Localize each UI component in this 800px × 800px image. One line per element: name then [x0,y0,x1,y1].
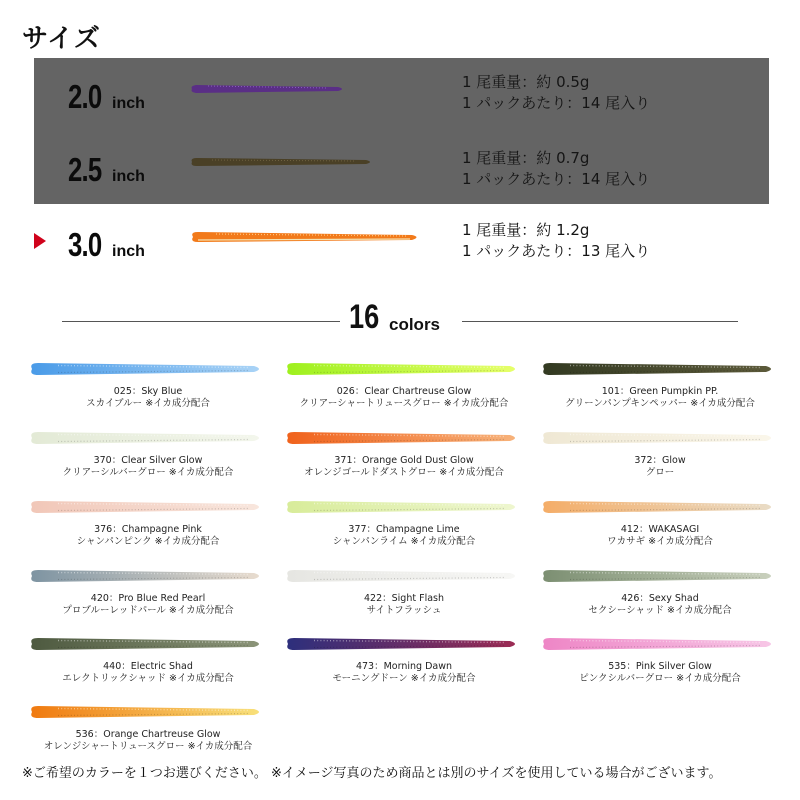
color-swatch [28,427,268,497]
color-swatch [284,427,524,497]
worm-image [284,633,524,655]
worm-image [28,427,268,449]
color-name-kana: ピンクシルバーグロー ※イカ成分配合 [579,673,741,684]
pack-count-text: 1 パックあたり：13 尾入り [462,242,651,260]
size-spec [462,148,650,190]
worm-image [284,358,524,380]
worm-image [284,496,524,518]
size-unit: inch [112,243,145,260]
color-swatch [284,565,524,635]
color-code: 026：Clear Chartreuse Glow [336,386,472,397]
color-swatch [284,496,524,566]
color-code: 535：Pink Silver Glow [608,661,712,672]
worm-image [28,633,268,655]
color-name-kana: オレンジゴールドダストグロー ※イカ成分配合 [304,467,504,478]
color-name-kana: エレクトリックシャッド ※イカ成分配合 [62,673,234,684]
color-code: 422：Sight Flash [364,593,444,604]
worm-image [540,427,780,449]
color-code: 377：Champagne Lime [348,524,460,535]
color-code: 101：Green Pumpkin PP. [601,386,719,397]
color-name-kana: モーニングドーン ※イカ成分配合 [332,673,476,684]
worm-image [188,155,378,169]
color-code: 370：Clear Silver Glow [93,455,203,466]
size-label [68,151,145,189]
color-swatch [28,701,268,771]
size-unit: inch [112,168,145,185]
weight-text: 1 尾重量：約 0.7g [462,149,590,167]
color-name-kana: クリアーシャートリュースグロー ※イカ成分配合 [299,398,509,409]
color-name-kana: セクシーシャッド ※イカ成分配合 [588,605,732,616]
color-swatch [540,427,780,497]
color-name-kana: シャンパンピンク ※イカ成分配合 [76,536,220,547]
size-label [68,226,145,264]
page-title: サイズ [22,24,101,54]
size-number: 2.5 [68,151,102,188]
color-code: 426：Sexy Shad [621,593,699,604]
worm-image [540,358,780,380]
color-code: 372：Glow [634,455,686,466]
color-swatch [540,565,780,635]
color-name-kana: ワカサギ ※イカ成分配合 [607,536,713,547]
colors-count: 16 [349,298,380,336]
pack-count-text: 1 パックあたり：14 尾入り [462,94,651,112]
color-swatch [284,358,524,428]
color-swatch [28,496,268,566]
divider-right [462,321,738,322]
size-unit: inch [112,95,145,112]
color-name-kana: スカイブルー ※イカ成分配合 [86,398,210,409]
colors-title [349,298,441,337]
color-code: 536：Orange Chartreuse Glow [75,729,221,740]
size-spec [462,72,650,114]
footer-note: ※ご希望のカラーを１つお選びください。 ※イメージ写真のため商品とは別のサイズを使用している場合がございます。 [22,766,722,781]
color-name-kana: クリアーシルバーグロー ※イカ成分配合 [62,467,234,478]
color-name-kana: オレンジシャートリュースグロー ※イカ成分配合 [43,741,253,752]
colors-unit: colors [389,315,441,334]
color-code: 371：Orange Gold Dust Glow [334,455,474,466]
color-swatch [540,496,780,566]
size-row-3-0 [0,220,800,270]
color-name-kana: サイトフラッシュ [366,605,442,616]
color-code: 473：Morning Dawn [355,661,453,672]
color-swatch [284,633,524,703]
worm-image [28,496,268,518]
color-name-kana: シャンパンライム ※イカ成分配合 [332,536,476,547]
size-number: 2.0 [68,78,102,115]
pack-count-text: 1 パックあたり：14 尾入り [462,170,651,188]
worm-image [188,82,348,96]
worm-image [28,358,268,380]
color-swatch [28,358,268,428]
color-name-kana: グリーンパンプキンペッパー ※イカ成分配合 [565,398,755,409]
color-swatch [28,565,268,635]
size-spec [462,220,650,262]
color-code: 025：Sky Blue [113,386,183,397]
worm-image [28,701,268,723]
color-name-kana: プロブルーレッドパール ※イカ成分配合 [62,605,234,616]
size-row-2-5 [0,145,800,195]
colors-heading [0,298,800,338]
color-code: 440：Electric Shad [103,661,193,672]
size-row-2-0 [0,72,800,122]
color-code: 420：Pro Blue Red Pearl [90,593,206,604]
color-swatch [540,633,780,703]
weight-text: 1 尾重量：約 1.2g [462,221,590,239]
color-swatch [540,358,780,428]
worm-image [540,633,780,655]
color-code: 376：Champagne Pink [94,524,202,535]
color-name-kana: グロー [645,467,675,478]
weight-text: 1 尾重量：約 0.5g [462,73,590,91]
size-number: 3.0 [68,226,102,263]
worm-image [540,565,780,587]
color-swatch [28,633,268,703]
worm-image [540,496,780,518]
size-label [68,78,145,116]
worm-image [28,565,268,587]
worm-image [284,565,524,587]
color-code: 412：WAKASAGI [620,524,700,535]
worm-image [284,427,524,449]
worm-image [188,228,424,246]
divider-left [62,321,340,322]
